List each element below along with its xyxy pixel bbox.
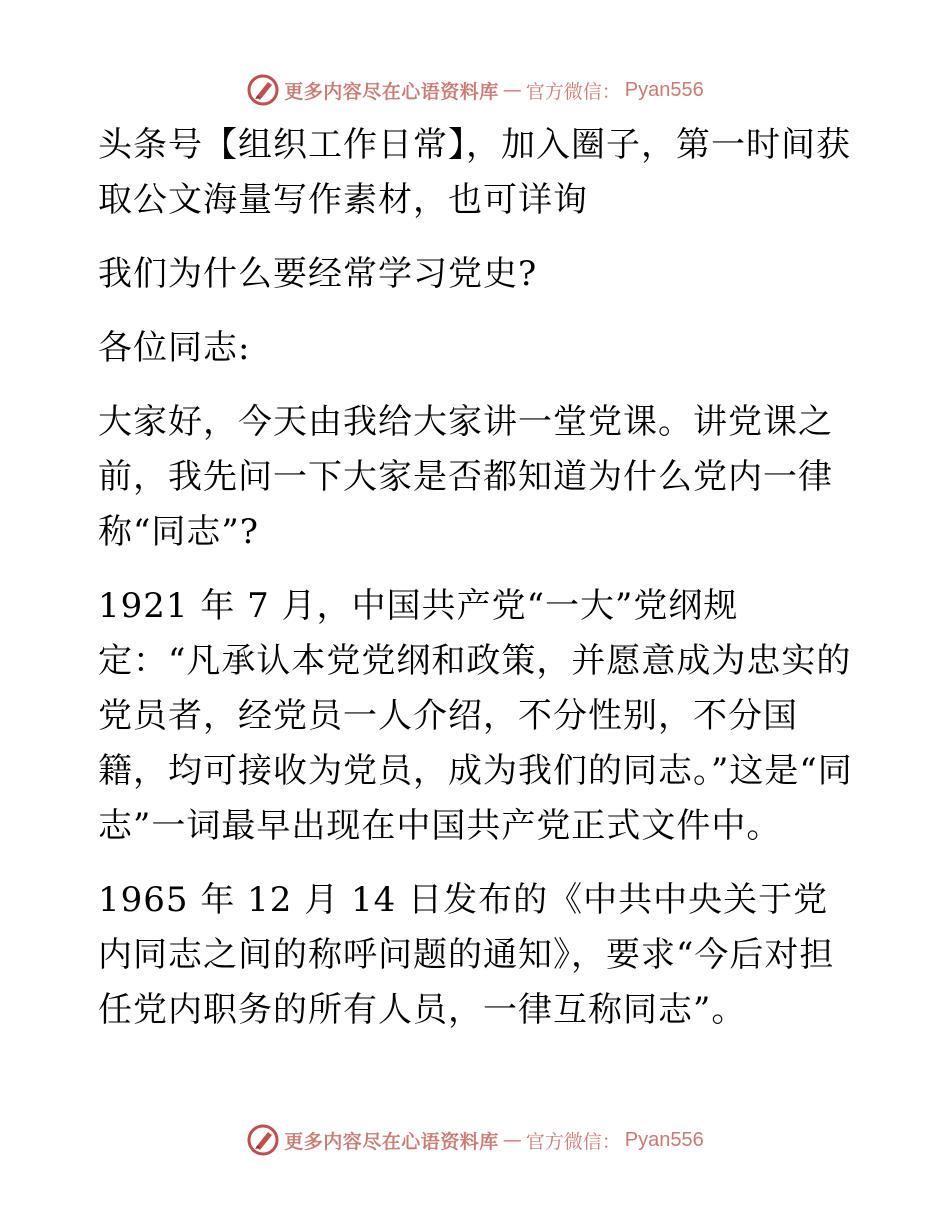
document-body	[98, 118, 858, 1057]
watermark	[246, 1123, 704, 1157]
watermark-id: Pyan556	[624, 78, 704, 101]
watermark-text: 更多内容尽在心语资料库	[284, 80, 499, 103]
watermark-id: Pyan556	[624, 1128, 704, 1151]
header-watermark	[0, 70, 950, 110]
paragraph-title: 我们为什么要经常学习党史?	[98, 254, 538, 294]
footer-watermark	[0, 1120, 950, 1160]
paragraph-intro: 头条号【组织工作日常】，加入圈子，第一时间获取公文海量写作素材，也可详询	[98, 125, 851, 220]
watermark-text: 更多内容尽在心语资料库	[284, 1130, 499, 1153]
watermark-separator: —	[502, 1129, 522, 1151]
watermark-sub: 官方微信：	[525, 1130, 621, 1153]
watermark	[246, 73, 704, 107]
watermark-sub: 官方微信：	[525, 80, 621, 103]
pen-logo-icon	[246, 1123, 280, 1157]
paragraph-1921: 1921 年 7 月，中国共产党“一大”党纲规定：“凡承认本党党纲和政策，并愿意成为忠实的党员者，经党员一人介绍，不分性别，不分国籍，均可接收为党员，成为我们的同志。”这是“同志”一词最早出现在中国共产党正式文件中。	[98, 586, 853, 846]
paragraph-1965: 1965 年 12 月 14 日发布的《中共中央关于党内同志之间的称呼问题的通知》，要求“今后对担任党内职务的所有人员，一律互称同志”。	[98, 880, 835, 1030]
pen-logo-icon	[246, 73, 280, 107]
paragraph-opening: 大家好，今天由我给大家讲一堂党课。讲党课之前，我先问一下大家是否都知道为什么党内一律称“同志”?	[98, 402, 833, 552]
watermark-separator: —	[502, 79, 522, 101]
paragraph-greeting: 各位同志:	[98, 328, 251, 368]
